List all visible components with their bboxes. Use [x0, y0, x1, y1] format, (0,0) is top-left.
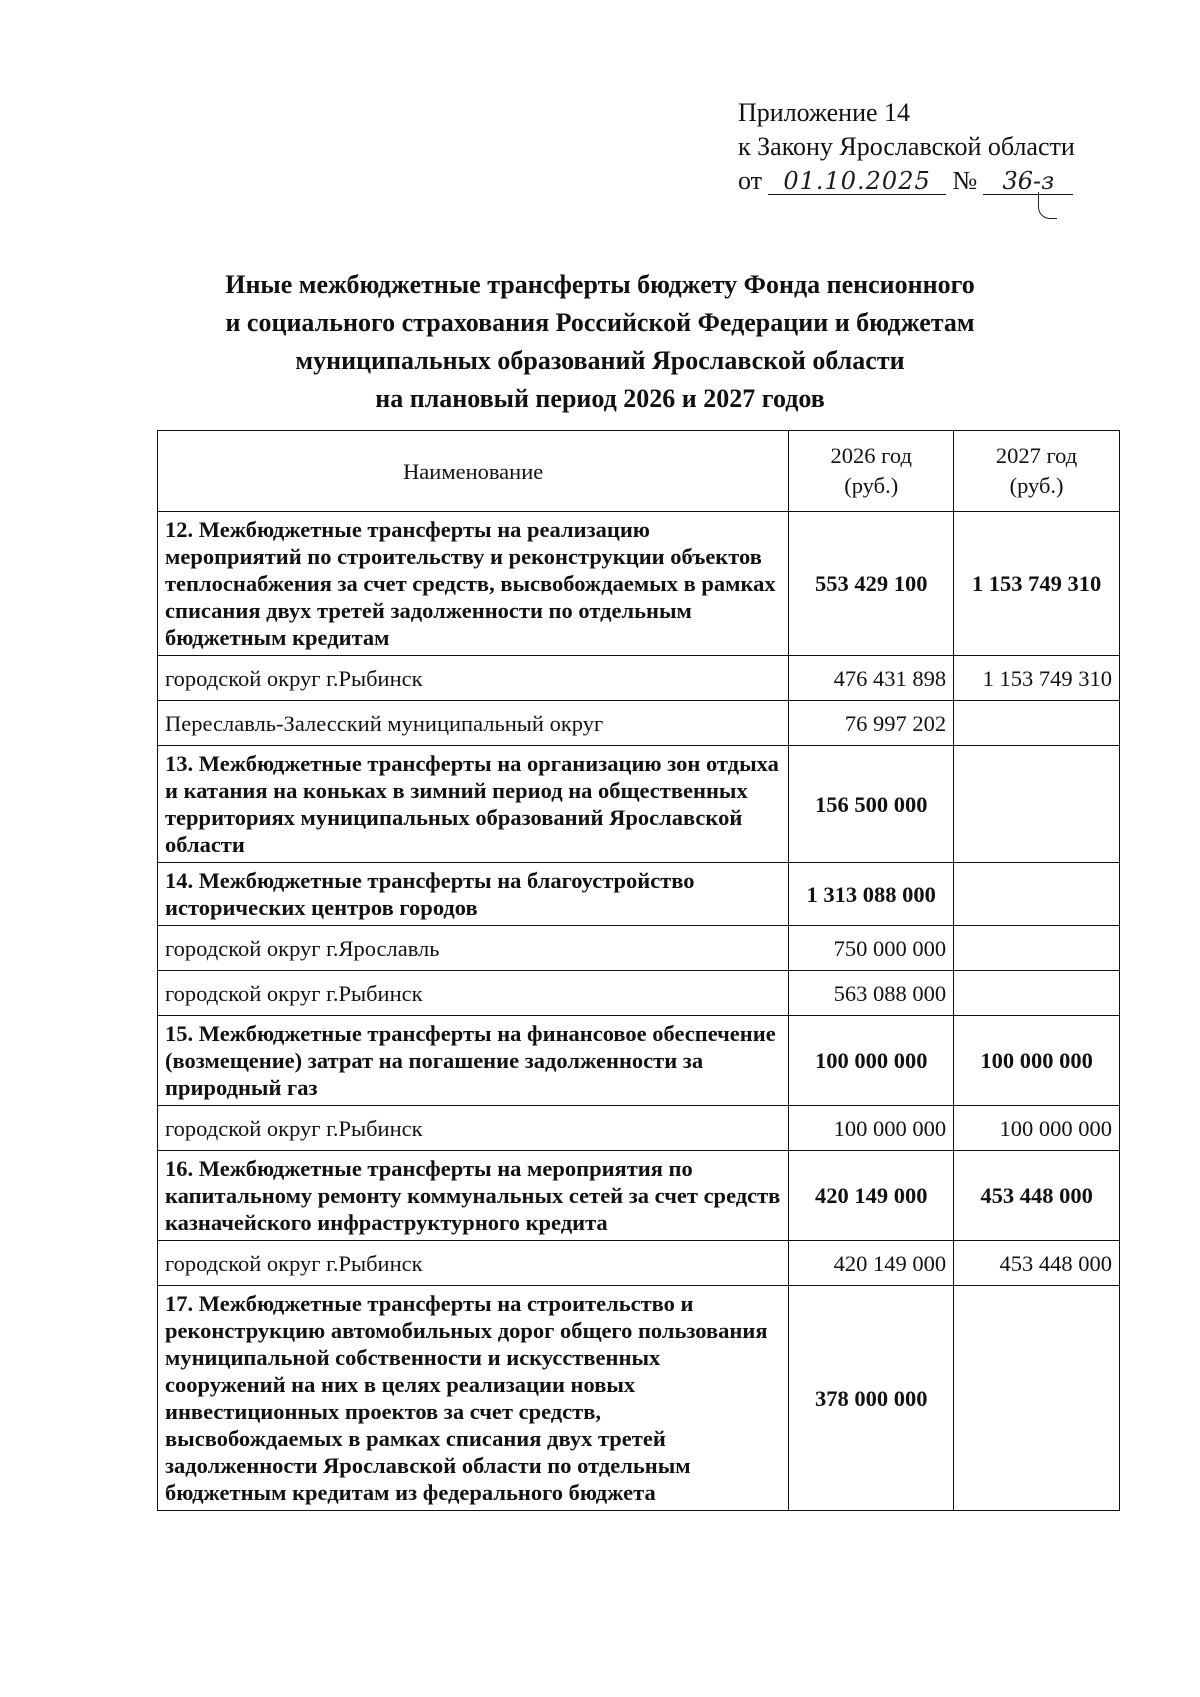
row-2026-value: 553 429 100	[789, 512, 954, 656]
transfers-table	[157, 430, 1120, 1511]
row-2026-value: 100 000 000	[789, 1016, 954, 1106]
table-row	[158, 926, 1120, 971]
table-row	[158, 701, 1120, 746]
row-name: городской округ г.Ярославль	[158, 926, 789, 971]
row-2026-value: 100 000 000	[789, 1106, 954, 1151]
row-2026-value: 1 313 088 000	[789, 863, 954, 926]
row-name: городской округ г.Рыбинск	[158, 1241, 789, 1286]
row-2027-value	[954, 746, 1120, 863]
row-2027-value	[954, 926, 1120, 971]
header-2026-year: 2026 год	[830, 443, 912, 468]
document-title	[150, 266, 1050, 418]
row-name: городской округ г.Рыбинск	[158, 1106, 789, 1151]
title-line: и социального страхования Российской Федерации и бюджетам	[225, 308, 975, 337]
table-row	[158, 971, 1120, 1016]
row-name: Переславль-Залесский муниципальный округ	[158, 701, 789, 746]
row-2027-value: 453 448 000	[954, 1241, 1120, 1286]
header-2026-unit: (руб.)	[844, 473, 899, 498]
row-2027-value	[954, 863, 1120, 926]
row-2026-value: 420 149 000	[789, 1151, 954, 1241]
handwriting-stroke	[1038, 192, 1057, 219]
table-row-section	[158, 863, 1120, 926]
table-row	[158, 1106, 1120, 1151]
row-2027-value	[954, 1286, 1120, 1511]
row-name: городской округ г.Рыбинск	[158, 971, 789, 1016]
header-2027-unit: (руб.)	[1009, 473, 1064, 498]
table-row-section	[158, 1016, 1120, 1106]
header-name: Наименование	[158, 431, 789, 512]
row-2026-value: 156 500 000	[789, 746, 954, 863]
row-name: 12. Межбюджетные трансферты на реализацию мероприятий по строительству и реконструкции объектов теплоснабжения за счет средств, высвобождаемых в рамках списания двух третей задолженности по отдельным бюджетным кредитам	[158, 512, 789, 656]
table-row-section	[158, 1286, 1120, 1511]
appendix-date-number	[738, 164, 1075, 198]
header-2027-year: 2027 год	[995, 443, 1078, 468]
table-row-section	[158, 512, 1120, 656]
table-header-row	[158, 431, 1120, 512]
row-2026-value: 378 000 000	[789, 1286, 954, 1511]
row-2027-value: 100 000 000	[954, 1016, 1120, 1106]
handwritten-number: 36-з	[983, 168, 1073, 195]
row-2026-value: 76 997 202	[789, 701, 954, 746]
appendix-title: Приложение 14	[738, 98, 911, 127]
row-name: 14. Межбюджетные трансферты на благоустройство исторических центров городов	[158, 863, 789, 926]
appendix-law: к Закону Ярославской области	[738, 132, 1075, 161]
table-row-section	[158, 746, 1120, 863]
header-2026	[789, 431, 954, 512]
title-line: муниципальных образований Ярославской области	[295, 346, 905, 375]
row-2027-value	[954, 971, 1120, 1016]
row-2026-value: 563 088 000	[789, 971, 954, 1016]
table-row	[158, 1241, 1120, 1286]
title-line: на плановый период 2026 и 2027 годов	[375, 384, 825, 413]
handwritten-date: 01.10.2025	[768, 168, 946, 195]
row-name: 13. Межбюджетные трансферты на организацию зон отдыха и катания на коньках в зимний период на общественных территориях муниципальных образований Ярославской области	[158, 746, 789, 863]
row-name: 17. Межбюджетные трансферты на строительство и реконструкцию автомобильных дорог общего пользования муниципальной собственности и искусственных сооружений на них в целях реализации новых инвестиционных проектов за счет средств, высвобождаемых в рамках списания двух третей задолженности Ярославской области по отдельным бюджетным кредитам из федерального бюджета	[158, 1286, 789, 1511]
row-2026-value: 750 000 000	[789, 926, 954, 971]
row-2027-value: 100 000 000	[954, 1106, 1120, 1151]
row-2027-value: 453 448 000	[954, 1151, 1120, 1241]
number-prefix: №	[952, 166, 978, 195]
row-name: городской округ г.Рыбинск	[158, 656, 789, 701]
row-2027-value: 1 153 749 310	[954, 512, 1120, 656]
row-2026-value: 420 149 000	[789, 1241, 954, 1286]
row-2027-value	[954, 701, 1120, 746]
row-name: 16. Межбюджетные трансферты на мероприятия по капитальному ремонту коммунальных сетей за счет средств казначейского инфраструктурного кредита	[158, 1151, 789, 1241]
appendix-block	[738, 96, 1075, 198]
table-row-section	[158, 1151, 1120, 1241]
row-name: 15. Межбюджетные трансферты на финансовое обеспечение (возмещение) затрат на погашение задолженности за природный газ	[158, 1016, 789, 1106]
date-prefix: от	[738, 166, 763, 195]
header-2027	[954, 431, 1120, 512]
row-2026-value: 476 431 898	[789, 656, 954, 701]
table-row	[158, 656, 1120, 701]
title-line: Иные межбюджетные трансферты бюджету Фонда пенсионного	[225, 270, 975, 299]
row-2027-value: 1 153 749 310	[954, 656, 1120, 701]
